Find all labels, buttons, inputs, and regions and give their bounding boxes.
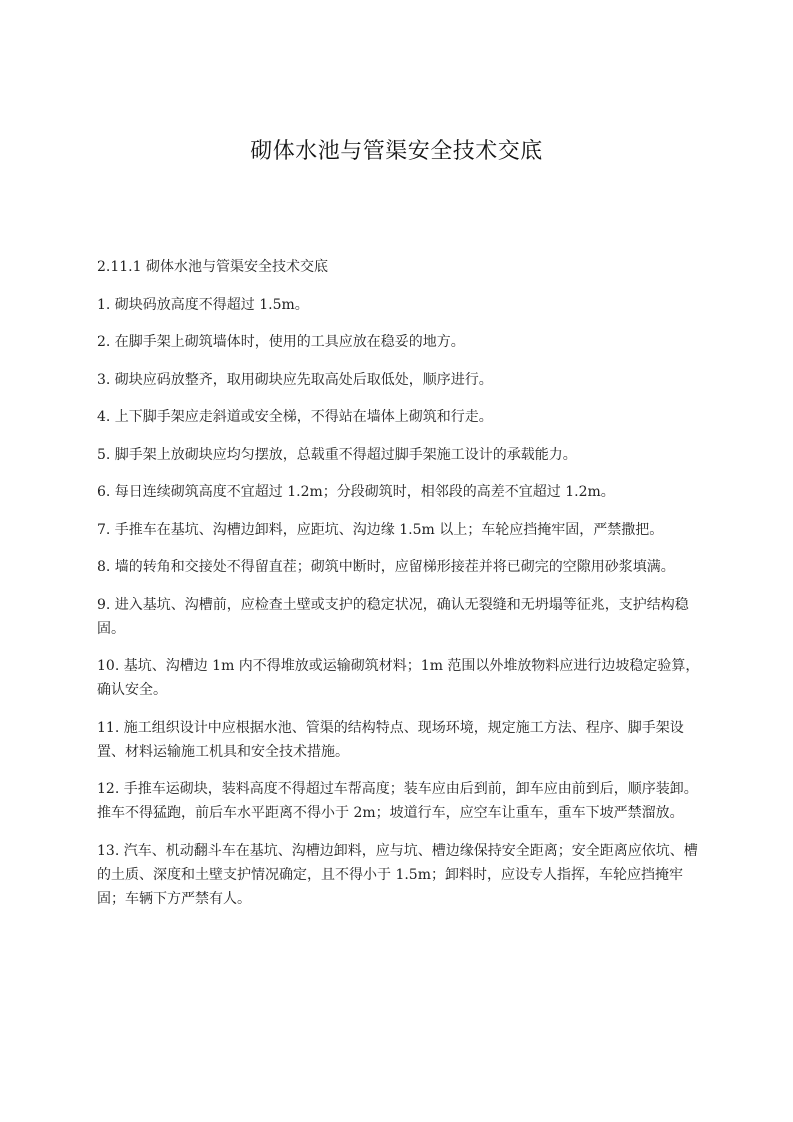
list-item: 7. 手推车在基坑、沟槽边卸料，应距坑、沟边缘 1.5m 以上；车轮应挡掩牢固，严禁撒把。 [97,521,664,538]
list-item: 3. 砌块应码放整齐，取用砌块应先取高处后取低处，顺序进行。 [97,371,493,388]
document-body [97,255,709,924]
list-item: 9. 进入基坑、沟槽前，应检查土壁或支护的稳定状况，确认无裂缝和无坍塌等征兆，支护结构稳固。 [97,596,689,637]
list-item: 10. 基坑、沟槽边 1m 内不得堆放或运输砌筑材料；1m 范围以外堆放物料应进行边坡稳定验算，确认安全。 [97,658,700,698]
list-item: 6. 每日连续砌筑高度不宜超过 1.2m；分段砌筑时，相邻段的高差不宜超过 1.2m。 [97,484,615,500]
list-item: 12. 手推车运砌块，装料高度不得超过车帮高度；装车应由后到前，卸车应由前到后，顺序装卸。推车不得猛跑，前后车水平距离不得小于 2m；坡道行车，应空车让重车，重车下坡严禁溜放。 [97,781,698,821]
list-item: 5. 脚手架上放砌块应均匀摆放，总载重不得超过脚手架施工设计的承载能力。 [97,446,577,463]
list-item: 8. 墙的转角和交接处不得留直茬；砌筑中断时，应留梯形接茬并将已砌完的空隙用砂浆填满。 [97,559,675,575]
section-heading: 2.11.1 砌体水池与管渠安全技术交底 [97,259,328,275]
document-title: 砌体水池与管渠安全技术交底 [250,139,543,164]
list-item: 1. 砌块码放高度不得超过 1.5m。 [97,296,309,313]
list-item: 4. 上下脚手架应走斜道或安全梯，不得站在墙体上砌筑和行走。 [97,409,493,425]
list-item: 2. 在脚手架上砌筑墙体时，使用的工具应放在稳妥的地方。 [97,334,465,350]
list-item: 11. 施工组织设计中应根据水池、管渠的结构特点、现场环境，规定施工方法、程序、脚手架设置、材料运输施工机具和安全技术措施。 [97,719,684,760]
list-item: 13. 汽车、机动翻斗车在基坑、沟槽边卸料，应与坑、槽边缘保持安全距离；安全距离应依坑、槽的土质、深度和土壁支护情况确定，且不得小于 1.5m；卸料时，应设专人指挥，车轮应挡掩牢固；车辆下方严禁有人。 [97,842,698,907]
